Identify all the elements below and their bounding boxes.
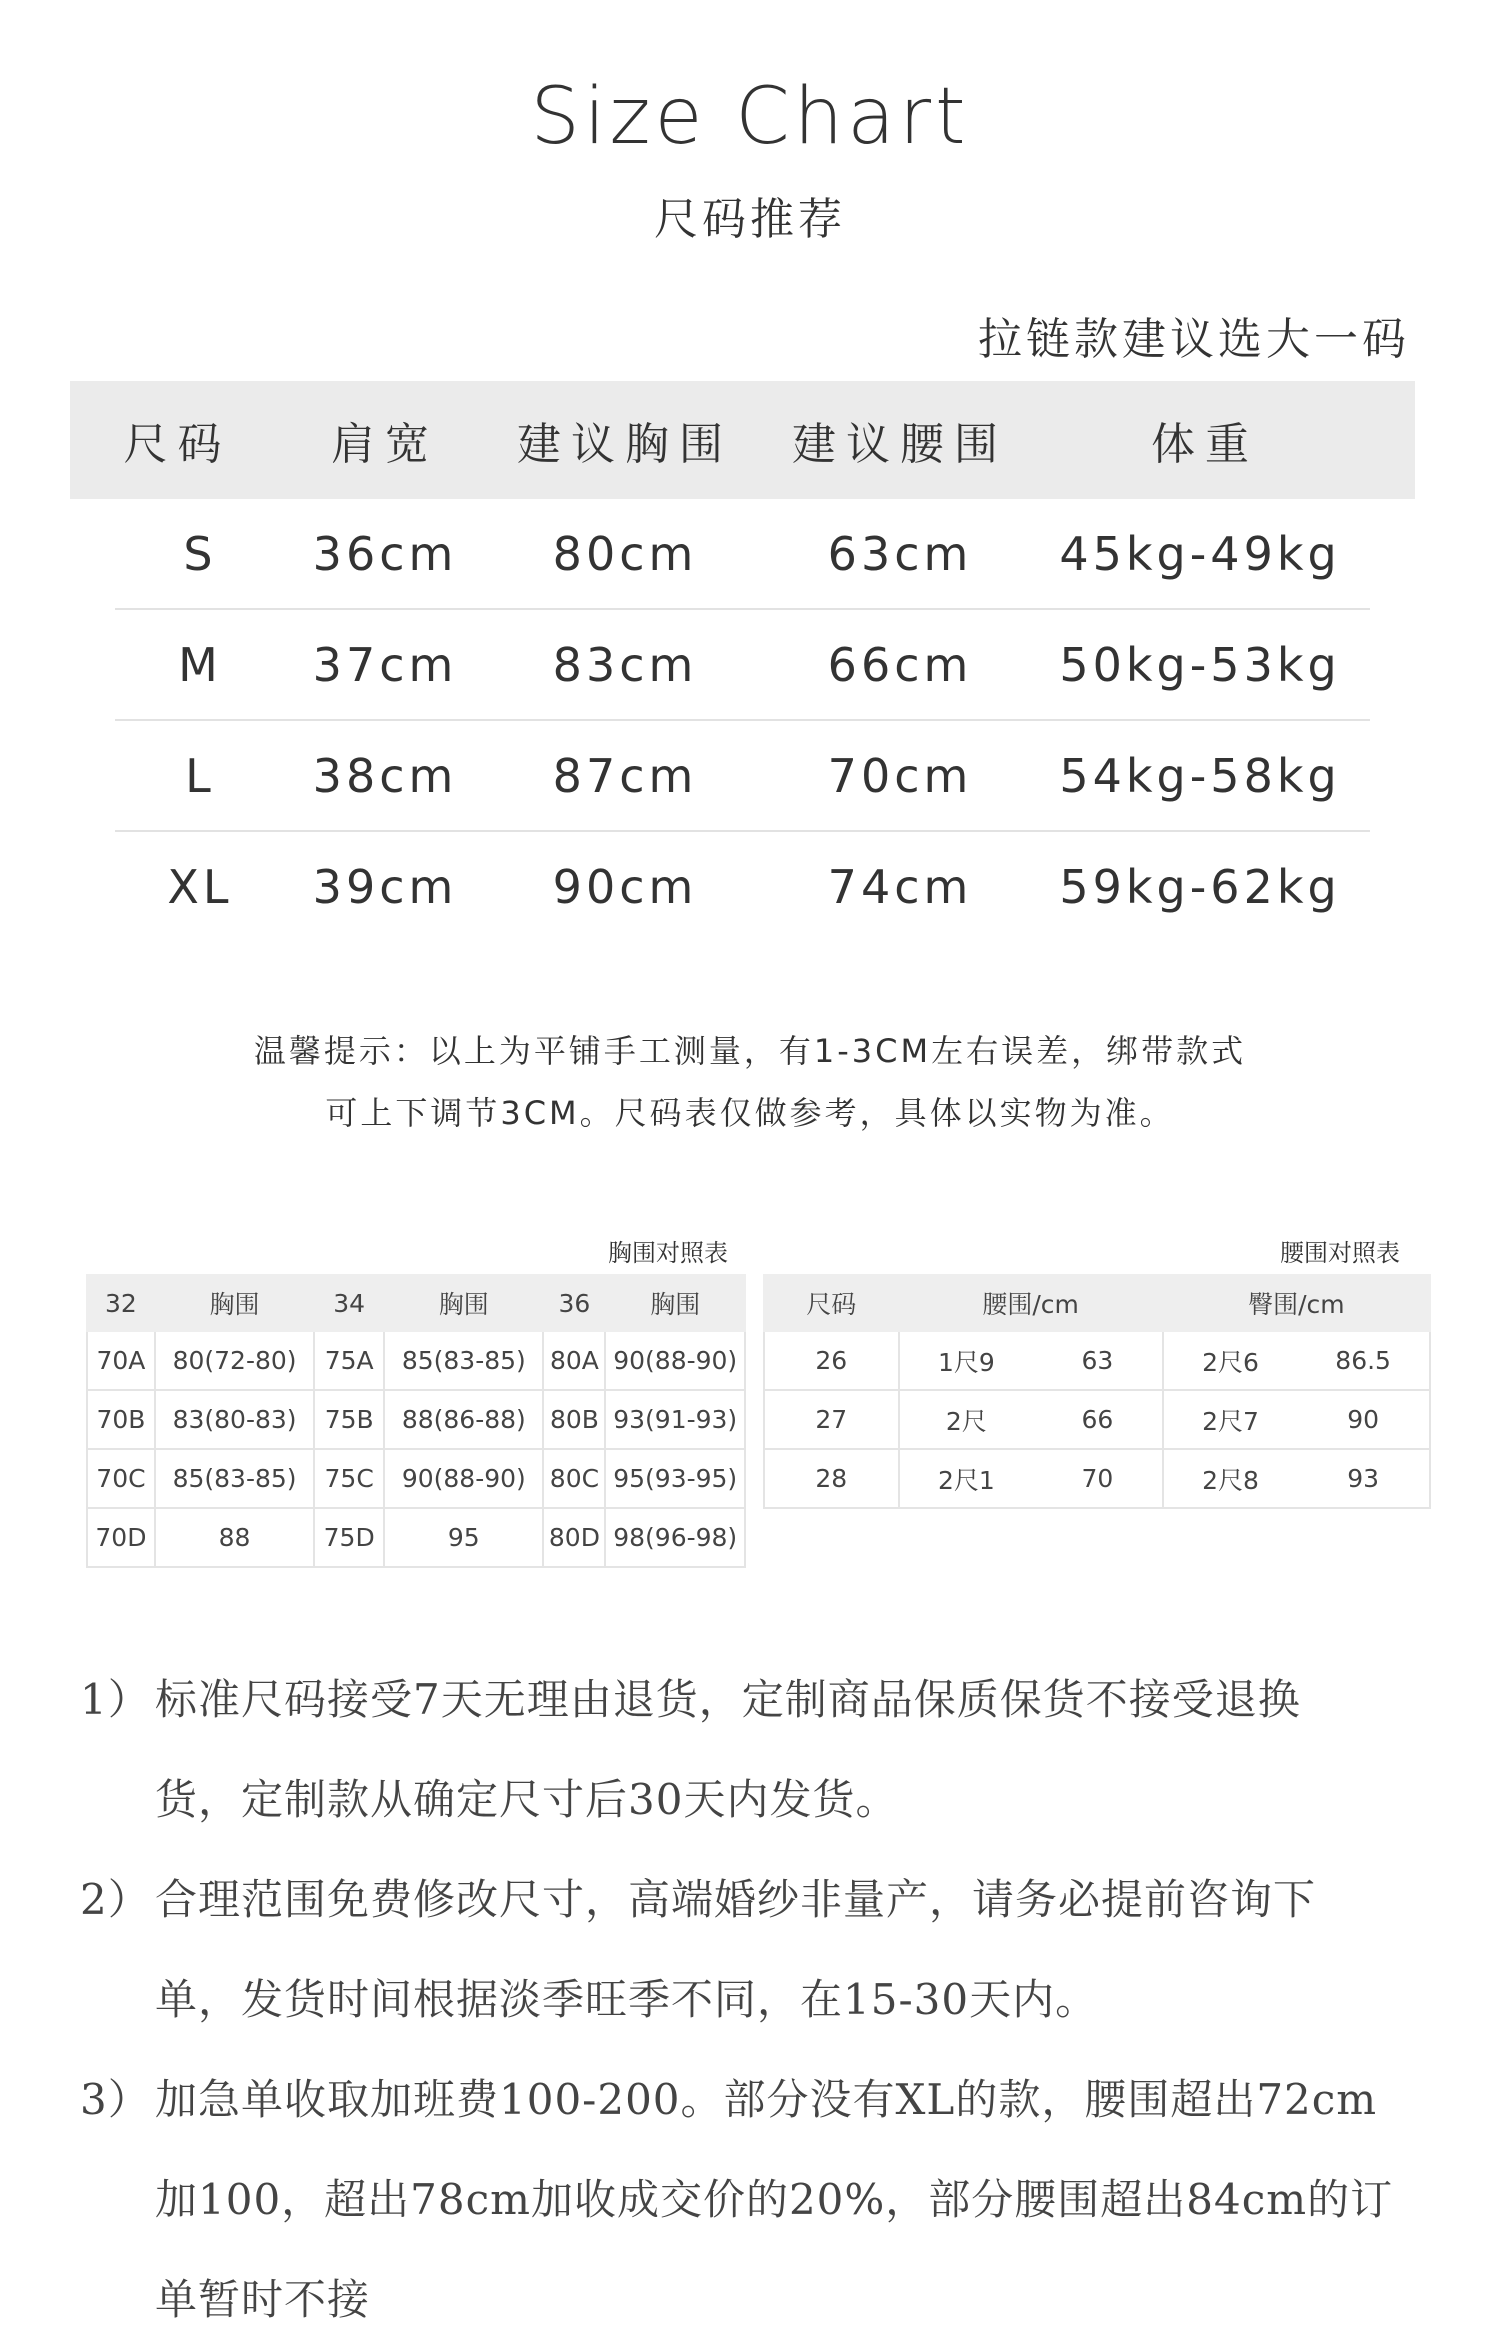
table-cell: 2尺1 <box>899 1449 1034 1508</box>
table-cell: 80(72-80) <box>155 1331 314 1390</box>
header-cell: 胸围 <box>384 1275 543 1331</box>
table-cell: 80B <box>543 1390 605 1449</box>
size-row-s <box>115 499 1370 610</box>
page-title: Size Chart <box>530 72 970 162</box>
table-row <box>764 1331 1430 1390</box>
waist-conversion-table <box>763 1274 1431 1509</box>
note-line: 单，发货时间根据淡季旺季不同，在15-30天内。 <box>155 1975 1099 2024</box>
size-row-l <box>115 721 1370 832</box>
table-cell: 2尺8 <box>1163 1449 1298 1508</box>
table-row <box>764 1449 1430 1508</box>
table-cell: 70B <box>87 1390 155 1449</box>
header-cell: 32 <box>87 1275 155 1331</box>
bust-cell: 87cm <box>552 748 698 803</box>
header-shoulder: 肩宽 <box>331 419 439 470</box>
bust-table-header <box>87 1275 745 1331</box>
table-row <box>764 1390 1430 1449</box>
table-cell: 85(83-85) <box>384 1331 543 1390</box>
measurement-tip-line-2: 可上下调节3CM。尺码表仅做参考，具体以实物为准。 <box>325 1094 1175 1132</box>
measurement-tip-line-1: 温馨提示：以上为平铺手工测量，有1-3CM左右误差，绑带款式 <box>253 1032 1247 1070</box>
header-cell: 胸围 <box>155 1275 314 1331</box>
table-cell: 2尺 <box>899 1390 1034 1449</box>
table-cell: 93 <box>1297 1449 1430 1508</box>
table-cell: 75C <box>314 1449 384 1508</box>
table-cell: 85(83-85) <box>155 1449 314 1508</box>
table-cell: 80C <box>543 1449 605 1508</box>
table-cell: 27 <box>764 1390 899 1449</box>
table-cell: 1尺9 <box>899 1331 1034 1390</box>
table-cell: 26 <box>764 1331 899 1390</box>
table-cell: 98(96-98) <box>605 1508 745 1567</box>
header-cell: 34 <box>314 1275 384 1331</box>
table-cell: 70D <box>87 1508 155 1567</box>
size-cell: XL <box>167 859 233 914</box>
header-cell: 尺码 <box>764 1275 899 1331</box>
shoulder-cell: 39cm <box>312 859 458 914</box>
table-cell: 75D <box>314 1508 384 1567</box>
note-item-2 <box>80 1850 1440 2050</box>
size-cell: S <box>183 526 217 581</box>
waist-cell: 74cm <box>827 859 973 914</box>
note-number: 2） <box>80 1875 151 1924</box>
bust-cell: 80cm <box>552 526 698 581</box>
size-row-m <box>115 610 1370 721</box>
table-cell: 75B <box>314 1390 384 1449</box>
header-waist: 建议腰围 <box>792 419 1008 470</box>
header-cell: 胸围 <box>605 1275 745 1331</box>
waist-table-header <box>764 1275 1430 1331</box>
header-cell: 臀围/cm <box>1163 1275 1430 1331</box>
note-line: 货，定制款从确定尺寸后30天内发货。 <box>155 1775 899 1824</box>
note-number: 1） <box>80 1675 151 1724</box>
weight-cell: 54kg-58kg <box>1059 748 1341 803</box>
shoulder-cell: 37cm <box>312 637 458 692</box>
table-cell: 2尺7 <box>1163 1390 1298 1449</box>
note-line: 合理范围免费修改尺寸，高端婚纱非量产，请务必提前咨询下 <box>155 1875 1317 1924</box>
zip-style-note: 拉链款建议选大一码 <box>978 314 1410 365</box>
size-cell: L <box>185 748 215 803</box>
bust-cell: 90cm <box>552 859 698 914</box>
header-bust: 建议胸围 <box>517 419 733 470</box>
table-cell: 95(93-95) <box>605 1449 745 1508</box>
note-line: 单暂时不接 <box>155 2275 371 2324</box>
table-cell: 2尺6 <box>1163 1331 1298 1390</box>
bust-conversion-table <box>86 1274 746 1568</box>
table-cell: 86.5 <box>1297 1331 1430 1390</box>
table-row <box>87 1331 745 1390</box>
table-cell: 90(88-90) <box>605 1331 745 1390</box>
policy-notes <box>80 1650 1440 2350</box>
table-cell: 90 <box>1297 1390 1430 1449</box>
table-cell: 70A <box>87 1331 155 1390</box>
table-cell: 70C <box>87 1449 155 1508</box>
weight-cell: 50kg-53kg <box>1059 637 1341 692</box>
bust-cell: 83cm <box>552 637 698 692</box>
weight-cell: 45kg-49kg <box>1059 526 1341 581</box>
table-cell: 63 <box>1033 1331 1163 1390</box>
note-number: 3） <box>80 2075 151 2124</box>
size-cell: M <box>178 637 222 692</box>
table-cell: 66 <box>1033 1390 1163 1449</box>
table-cell: 80A <box>543 1331 605 1390</box>
table-cell: 70 <box>1033 1449 1163 1508</box>
bust-table-caption: 胸围对照表 <box>608 1239 728 1267</box>
header-cell: 36 <box>543 1275 605 1331</box>
table-cell: 80D <box>543 1508 605 1567</box>
table-cell: 90(88-90) <box>384 1449 543 1508</box>
table-cell: 88(86-88) <box>384 1390 543 1449</box>
waist-cell: 70cm <box>827 748 973 803</box>
header-weight: 体重 <box>1151 419 1259 470</box>
header-size: 尺码 <box>123 419 232 470</box>
table-row <box>87 1449 745 1508</box>
shoulder-cell: 36cm <box>312 526 458 581</box>
waist-table-caption: 腰围对照表 <box>1280 1239 1400 1267</box>
header-cell: 腰围/cm <box>899 1275 1163 1331</box>
weight-cell: 59kg-62kg <box>1059 859 1341 914</box>
shoulder-cell: 38cm <box>312 748 458 803</box>
table-cell: 75A <box>314 1331 384 1390</box>
size-recommendation-table <box>70 381 1415 941</box>
table-cell: 95 <box>384 1508 543 1567</box>
waist-cell: 63cm <box>827 526 973 581</box>
note-line: 加急单收取加班费100-200。部分没有XL的款，腰围超出72cm <box>155 2075 1378 2124</box>
table-cell: 83(80-83) <box>155 1390 314 1449</box>
page-subtitle: 尺码推荐 <box>654 194 846 245</box>
note-item-1 <box>80 1650 1440 1850</box>
size-row-xl <box>115 832 1370 941</box>
table-row <box>87 1390 745 1449</box>
size-table-header <box>70 381 1415 499</box>
note-line: 加100，超出78cm加收成交价的20%，部分腰围超出84cm的订 <box>155 2175 1394 2224</box>
waist-cell: 66cm <box>827 637 973 692</box>
table-cell: 28 <box>764 1449 899 1508</box>
table-row <box>87 1508 745 1567</box>
table-cell: 88 <box>155 1508 314 1567</box>
note-line: 标准尺码接受7天无理由退货，定制商品保质保货不接受退换 <box>155 1675 1301 1724</box>
table-cell: 93(91-93) <box>605 1390 745 1449</box>
note-item-3 <box>80 2050 1440 2350</box>
